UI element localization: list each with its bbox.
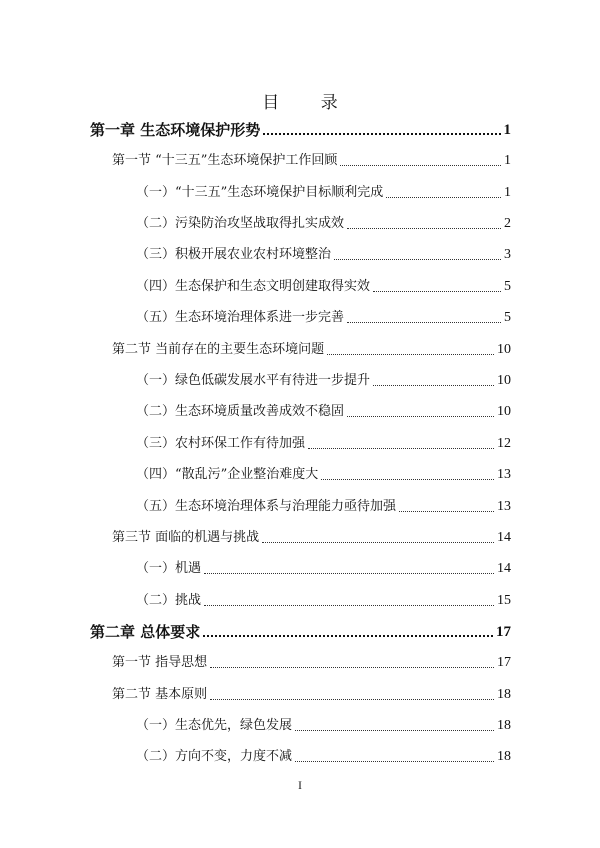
toc-entry-page: 1 xyxy=(504,153,511,168)
toc-entry-subsection[interactable] xyxy=(136,465,511,485)
dot-leader xyxy=(204,573,494,574)
dot-leader xyxy=(347,322,501,323)
toc-entry-subsection[interactable] xyxy=(136,183,511,203)
dot-leader xyxy=(340,165,501,166)
toc-entry-label: （四）生态保护和生态文明创建取得实效 xyxy=(136,279,371,294)
toc-entry-section[interactable] xyxy=(112,340,511,360)
dot-leader xyxy=(386,197,501,198)
dot-leader xyxy=(262,542,494,543)
toc-entry-page: 18 xyxy=(497,718,511,733)
toc-entry-page: 12 xyxy=(497,436,511,451)
dot-leader xyxy=(203,635,493,637)
toc-entry-label: （二）挑战 xyxy=(136,593,202,608)
toc-entry-section[interactable] xyxy=(112,151,511,171)
dot-leader xyxy=(373,291,501,292)
dot-leader xyxy=(204,605,494,606)
dot-leader xyxy=(373,385,494,386)
toc-entry-subsection[interactable] xyxy=(136,245,511,265)
toc-entry-subsection[interactable] xyxy=(136,559,511,579)
toc-entry-subsection[interactable] xyxy=(136,747,511,767)
toc-entry-subsection[interactable] xyxy=(136,308,511,328)
dot-leader xyxy=(210,699,494,700)
dot-leader xyxy=(334,259,501,260)
toc-entry-page: 1 xyxy=(504,185,511,200)
toc-entry-label: （三）农村环保工作有待加强 xyxy=(136,436,306,451)
toc-entry-section[interactable] xyxy=(112,528,511,548)
dot-leader xyxy=(347,228,501,229)
dot-leader xyxy=(327,354,494,355)
toc-entry-page: 5 xyxy=(504,310,511,325)
toc-entry-label: （四）“散乱污”企业整治难度大 xyxy=(136,467,319,482)
dot-leader xyxy=(347,416,494,417)
toc-entry-page: 10 xyxy=(497,373,511,388)
toc-entry-subsection[interactable] xyxy=(136,434,511,454)
toc-entry-subsection[interactable] xyxy=(136,591,511,611)
toc-entry-page: 1 xyxy=(503,122,511,138)
toc-entry-label: （三）积极开展农业农村环境整治 xyxy=(136,247,332,262)
toc-entry-page: 13 xyxy=(497,467,511,482)
dot-leader xyxy=(295,730,494,731)
toc-entry-subsection[interactable] xyxy=(136,214,511,234)
toc-entry-label: 第二章 总体要求 xyxy=(90,623,201,641)
toc-entry-label: （一）机遇 xyxy=(136,561,202,576)
toc-entry-subsection[interactable] xyxy=(136,716,511,736)
toc-entry-page: 5 xyxy=(504,279,511,294)
toc-entry-chapter-1[interactable] xyxy=(90,120,511,140)
toc-entry-page: 10 xyxy=(497,404,511,419)
toc-entry-label: （一）“十三五”生态环境保护目标顺利完成 xyxy=(136,185,384,200)
dot-leader xyxy=(308,448,494,449)
toc-entry-label: （二）生态环境质量改善成效不稳固 xyxy=(136,404,345,419)
toc-entry-label: 第二节 当前存在的主要生态环境问题 xyxy=(112,342,325,357)
toc-entry-subsection[interactable] xyxy=(136,402,511,422)
toc-entry-label: 第一节 “十三五”生态环境保护工作回顾 xyxy=(112,153,338,168)
toc-entry-subsection[interactable] xyxy=(136,497,511,517)
toc-entry-label: 第一章 生态环境保护形势 xyxy=(90,121,261,139)
toc-entry-section[interactable] xyxy=(112,685,511,705)
toc-entry-section[interactable] xyxy=(112,653,511,673)
toc-entry-label: （二）污染防治攻坚战取得扎实成效 xyxy=(136,216,345,231)
toc-entry-page: 14 xyxy=(497,530,511,545)
dot-leader xyxy=(321,479,494,480)
dot-leader xyxy=(263,133,500,135)
toc-entry-chapter-2[interactable] xyxy=(90,622,511,642)
toc-entry-page: 14 xyxy=(497,561,511,576)
toc-entry-label: （五）生态环境治理体系进一步完善 xyxy=(136,310,345,325)
toc-entry-subsection[interactable] xyxy=(136,371,511,391)
toc-entry-label: （一）绿色低碳发展水平有待进一步提升 xyxy=(136,373,371,388)
dot-leader xyxy=(295,761,494,762)
toc-entry-label: 第一节 指导思想 xyxy=(112,655,208,670)
toc-entry-page: 17 xyxy=(496,624,511,640)
toc-entry-label: （二）方向不变，力度不减 xyxy=(136,749,293,764)
page-number: I xyxy=(298,778,302,792)
toc-entry-subsection[interactable] xyxy=(136,277,511,297)
toc-entry-page: 18 xyxy=(497,749,511,764)
toc-entry-label: （一）生态优先，绿色发展 xyxy=(136,718,293,733)
toc-entry-page: 17 xyxy=(497,655,511,670)
toc-entry-label: 第二节 基本原则 xyxy=(112,687,208,702)
dot-leader xyxy=(210,667,494,668)
dot-leader xyxy=(399,511,494,512)
toc-title: 目 录 xyxy=(262,93,356,113)
toc-entry-page: 2 xyxy=(504,216,511,231)
toc-entry-page: 3 xyxy=(504,247,511,262)
toc-entry-page: 18 xyxy=(497,687,511,702)
toc-entry-page: 10 xyxy=(497,342,511,357)
toc-entry-label: 第三节 面临的机遇与挑战 xyxy=(112,530,260,545)
toc-entry-page: 13 xyxy=(497,499,511,514)
toc-entry-page: 15 xyxy=(497,593,511,608)
toc-entry-label: （五）生态环境治理体系与治理能力亟待加强 xyxy=(136,499,397,514)
